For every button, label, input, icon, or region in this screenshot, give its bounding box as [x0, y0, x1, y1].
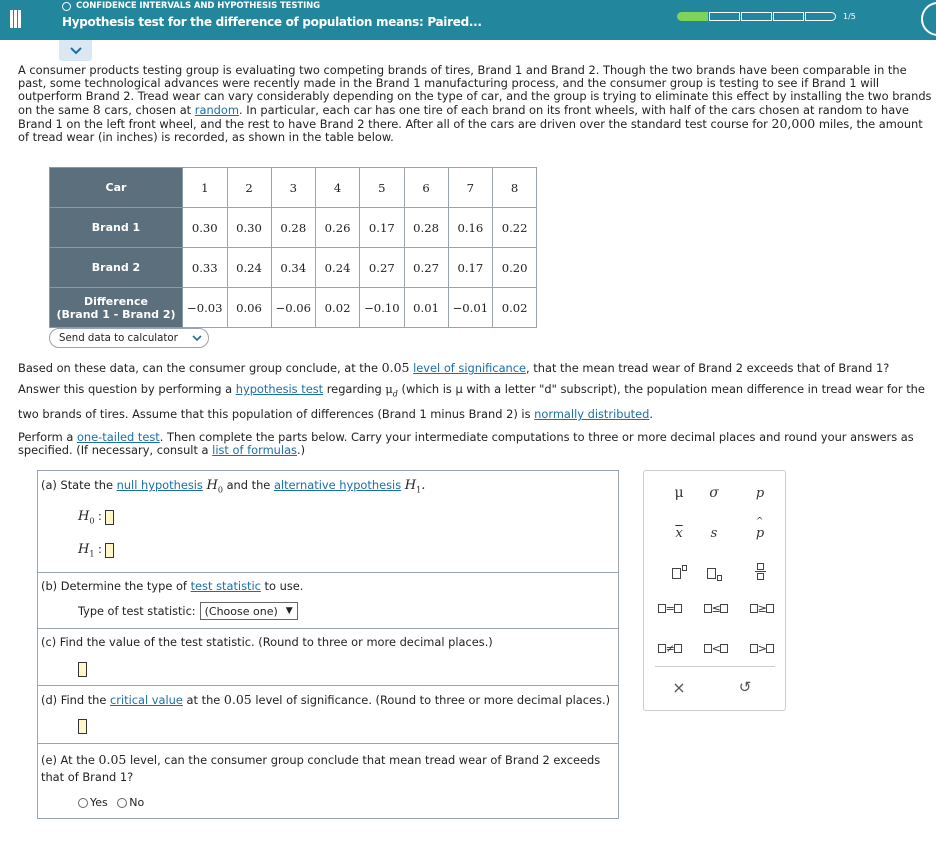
equals-sign: = — [665, 601, 675, 615]
superscript-button[interactable] — [664, 563, 694, 583]
base-square-icon — [707, 568, 716, 579]
h0-label — [78, 509, 94, 524]
part-a-text: (a) State the — [41, 478, 113, 492]
topic-circle-icon — [62, 2, 71, 11]
chevron-down-icon — [192, 335, 202, 342]
question-text-span: Perform a — [18, 430, 74, 445]
critical-value-input[interactable] — [78, 719, 87, 734]
question-text-span: Answer this question by performing a — [18, 382, 233, 396]
list-of-formulas-link[interactable]: list of formulas — [212, 443, 297, 458]
table-cell: −0.06 — [271, 288, 316, 328]
square-icon — [674, 644, 682, 653]
num-cars: 8 — [92, 102, 101, 117]
random-link[interactable]: random — [194, 103, 239, 117]
part-e-text: (e) At the — [41, 753, 95, 767]
part-b-text: (b) Determine the type of — [41, 579, 187, 593]
diff-label-line2: (Brand 1 - Brand 2) — [56, 307, 176, 321]
test-statistic-select[interactable] — [200, 602, 298, 620]
table-cell: 8 — [493, 168, 537, 208]
topic-label — [62, 1, 320, 11]
table-cell: 0.02 — [493, 288, 537, 328]
ne-sign: ≠ — [665, 641, 675, 655]
table-cell: −0.03 — [183, 288, 228, 328]
question-text — [18, 357, 932, 457]
problem-text: A consumer products testing group is evaluating two competing brands of tires, Brand 1 and Brand 2. Though the two brands have been comparable in the past, some technological advances were recently made in the Brand 1 manufacturing process, and the consumer group is testing to see if Brand 1 will outperform Brand 2. Tread wear can vary considerably depending on the type of car, and the group is trying to eliminate this effect by installing the two brands on the same — [18, 63, 932, 117]
table-cell: 4 — [316, 168, 360, 208]
one-tailed-test-link[interactable]: one-tailed test — [76, 430, 160, 445]
h1-label — [78, 542, 94, 557]
table-row-brand2 — [50, 248, 537, 288]
no-label: No — [129, 796, 145, 809]
phat-button[interactable] — [745, 516, 775, 543]
superscript-square-icon — [682, 565, 687, 571]
progress-segment — [709, 12, 740, 21]
alternative-hypothesis-link[interactable]: alternative hypothesis — [273, 478, 402, 492]
square-icon — [674, 604, 682, 613]
part-d-text: level of significance. (Round to three or more decimal places.) — [255, 693, 611, 707]
clear-icon[interactable]: × — [672, 677, 686, 697]
part-d-text: (d) Find the — [41, 693, 107, 707]
mu-symbol: μ — [385, 382, 393, 396]
table-cell: 0.22 — [493, 208, 537, 248]
problem-text: . In particular, each car has one tire of each brand on its front wheels, with half of the cars chosen at random to have Brand 1 on the left front wheel, and the rest to have Brand 2 there. After all of the cars are driven over the standard test course for — [18, 103, 909, 131]
collapse-toggle[interactable] — [59, 40, 92, 61]
square-icon — [766, 604, 774, 613]
table-row-brand1 — [50, 208, 537, 248]
greater-than-button[interactable] — [742, 638, 782, 658]
table-cell: 0.24 — [227, 248, 271, 288]
mu-subscript: d — [392, 389, 398, 399]
question-text-span: . — [649, 407, 654, 422]
part-a-text: and the — [226, 478, 271, 492]
table-cell: 2 — [227, 168, 271, 208]
numerator-square-icon — [757, 563, 764, 570]
base-square-icon — [672, 568, 681, 579]
part-e-prompt — [41, 751, 606, 786]
h-subscript: 1 — [416, 485, 422, 495]
table-cell: 0.17 — [448, 248, 493, 288]
le-sign: ≤ — [711, 601, 721, 615]
part-d-text: at the — [186, 693, 221, 707]
square-icon — [704, 604, 712, 613]
topic-text: CONFIDENCE INTERVALS AND HYPOTHESIS TESTING — [76, 1, 321, 11]
miles-value: 20,000 — [771, 116, 816, 131]
part-c — [38, 629, 618, 686]
undo-icon[interactable]: ↺ — [738, 678, 752, 696]
data-table — [49, 167, 537, 328]
lt-sign: < — [711, 641, 721, 655]
yes-no-options — [78, 796, 144, 809]
table-cell: −0.10 — [360, 288, 405, 328]
square-icon — [750, 604, 758, 613]
square-icon — [704, 644, 712, 653]
question-paragraph — [18, 431, 932, 457]
hypothesis-test-link[interactable]: hypothesis test — [235, 382, 324, 396]
less-equal-button[interactable] — [696, 598, 736, 618]
progress-segment — [741, 12, 772, 21]
subscript-button[interactable] — [699, 563, 729, 583]
table-cell: 0.02 — [316, 288, 360, 328]
subscript-square-icon — [717, 575, 722, 581]
part-e-text: level, can the consumer group conclude that mean tread wear of Brand 2 exceeds that of Brand 1? — [41, 753, 601, 784]
progress-segment — [773, 12, 804, 21]
alpha-value: 0.05 — [223, 692, 252, 707]
question-text-span: , that the mean tread wear of Brand 2 exceeds that of Brand 1? — [526, 361, 890, 375]
part-d — [38, 686, 618, 744]
yes-label: Yes — [90, 796, 108, 809]
h0-input[interactable] — [105, 510, 114, 525]
problem-statement — [18, 64, 932, 144]
table-cell: 0.27 — [404, 248, 448, 288]
h-letter: H — [78, 509, 90, 524]
yes-radio[interactable] — [78, 798, 88, 808]
square-icon — [720, 604, 728, 613]
denominator-square-icon — [757, 573, 764, 580]
p-button[interactable]: p — [755, 485, 765, 501]
table-cell: 0.33 — [183, 248, 228, 288]
header-bar — [0, 0, 936, 40]
table-cell: 0.17 — [360, 208, 405, 248]
question-text-span: Based on these data, can the consumer group conclude, at the — [18, 361, 379, 375]
question-paragraph — [18, 379, 932, 425]
chevron-down-icon — [70, 47, 82, 55]
table-cell: 7 — [448, 168, 493, 208]
hat-icon: ^ — [755, 516, 764, 527]
h-letter: H — [404, 478, 417, 493]
palette-divider — [655, 666, 775, 667]
table-cell: 0.30 — [183, 208, 228, 248]
table-cell: 5 — [360, 168, 405, 208]
table-cell: 0.27 — [360, 248, 405, 288]
colon: : — [98, 543, 102, 556]
fraction-button[interactable] — [745, 561, 775, 581]
mu-d-symbol — [385, 382, 398, 399]
part-b-prompt — [41, 579, 303, 593]
type-label: Type of test statistic: — [78, 604, 196, 618]
part-a-prompt — [41, 478, 425, 495]
null-hypothesis-link[interactable]: null hypothesis — [116, 478, 203, 492]
alpha-value: 0.05 — [381, 360, 410, 375]
problem-text: miles, the amount of tread wear (in inches) is recorded, as shown in the table below. — [18, 117, 923, 144]
fraction-bar-icon — [755, 571, 766, 572]
square-icon — [750, 644, 758, 653]
test-statistic-link[interactable]: test statistic — [190, 579, 261, 593]
table-cell: 0.28 — [271, 208, 316, 248]
h-subscript: 1 — [89, 549, 95, 559]
table-cell: −0.01 — [448, 288, 493, 328]
table-cell: 0.28 — [404, 208, 448, 248]
square-icon — [720, 644, 728, 653]
part-d-answer — [78, 719, 87, 734]
question-text-span: regarding — [326, 382, 382, 396]
row-header-car: Car — [50, 168, 183, 208]
part-b-text: to use. — [264, 579, 304, 593]
page-title: Hypothesis test for the difference of population means: Paired... — [62, 15, 482, 29]
corner-action-button[interactable] — [921, 2, 936, 36]
progress-bar — [677, 12, 856, 21]
ge-sign: ≥ — [757, 601, 767, 615]
table-cell: 0.01 — [404, 288, 448, 328]
h-subscript: 0 — [89, 516, 95, 526]
part-c-answer — [78, 662, 87, 677]
square-icon — [766, 644, 774, 653]
gt-sign: > — [757, 641, 767, 655]
equals-button[interactable] — [650, 598, 690, 618]
question-text-span: (which is μ with a letter "d" subscript), the population mean difference in tread wear for the two brands of tires. Assume that this population of differences (Brand 1 minus Brand 2) is — [18, 382, 925, 422]
h0-row — [78, 509, 114, 526]
critical-value-link[interactable]: critical value — [110, 693, 183, 707]
progress-count: 1/5 — [843, 12, 856, 21]
h-letter: H — [78, 542, 90, 557]
h1-input[interactable] — [105, 543, 114, 558]
table-cell: 0.16 — [448, 208, 493, 248]
progress-segment-filled — [677, 12, 708, 21]
not-equal-button[interactable] — [650, 638, 690, 658]
row-header-difference — [50, 288, 183, 328]
square-icon — [658, 604, 666, 613]
part-a — [38, 471, 618, 573]
table-cell: 0.06 — [227, 288, 271, 328]
question-text-span: . Then complete the parts below. Carry your intermediate computations to three or more decimal places and round your answers as specified. (If necessary, consult a — [18, 430, 914, 458]
greater-equal-button[interactable] — [742, 598, 782, 618]
s-button[interactable]: s — [710, 525, 718, 541]
part-d-prompt — [41, 692, 610, 707]
h-subscript: 0 — [217, 485, 223, 495]
table-row-car — [50, 168, 537, 208]
h0-symbol — [207, 478, 223, 493]
table-cell: 0.30 — [227, 208, 271, 248]
menu-icon[interactable] — [6, 8, 24, 30]
table-cell: 0.26 — [316, 208, 360, 248]
table-cell: 1 — [183, 168, 228, 208]
colon: : — [98, 510, 102, 523]
dropdown-arrow-icon: ▼ — [285, 606, 293, 616]
table-cell: 0.34 — [271, 248, 316, 288]
table-cell: 6 — [404, 168, 448, 208]
question-paragraph — [18, 357, 932, 379]
problem-text: cars, chosen at — [104, 103, 192, 117]
part-e — [38, 744, 618, 818]
h1-symbol: $H_1$. — [404, 478, 426, 495]
send-to-calculator-button[interactable] — [49, 328, 209, 348]
level-of-significance-link[interactable]: level of significance — [413, 361, 527, 375]
table-cell: 3 — [271, 168, 316, 208]
table-cell: 0.20 — [493, 248, 537, 288]
calc-button-label: Send data to calculator — [59, 332, 178, 344]
answer-parts — [37, 470, 619, 819]
mu-button[interactable]: μ — [674, 485, 684, 501]
part-c-prompt: (c) Find the value of the test statistic. (Round to three or more decimal places.) — [41, 635, 493, 649]
test-statistic-input[interactable] — [78, 662, 87, 677]
p-letter: p — [755, 525, 765, 541]
phat-symbol — [755, 516, 765, 541]
select-value: (Choose one) — [204, 604, 278, 618]
question-text-span: .) — [296, 443, 306, 458]
h-letter: H — [206, 478, 218, 493]
no-radio[interactable] — [117, 798, 127, 808]
table-row-difference — [50, 288, 537, 328]
part-b-row — [78, 602, 298, 620]
sigma-button[interactable]: σ — [709, 485, 719, 501]
symbol-palette — [643, 470, 786, 711]
square-icon — [658, 644, 666, 653]
row-header-brand1: Brand 1 — [50, 208, 183, 248]
diff-label-line1: Difference — [84, 294, 148, 308]
progress-segment — [805, 12, 836, 21]
part-b — [38, 573, 618, 629]
table-cell: 0.24 — [316, 248, 360, 288]
row-header-brand2: Brand 2 — [50, 248, 183, 288]
alpha-value: 0.05 — [98, 752, 127, 767]
less-than-button[interactable] — [696, 638, 736, 658]
h1-row — [78, 542, 114, 559]
normally-distributed-link[interactable]: normally distributed — [534, 407, 650, 422]
xbar-button[interactable]: $\overline{x}$ — [675, 525, 683, 541]
